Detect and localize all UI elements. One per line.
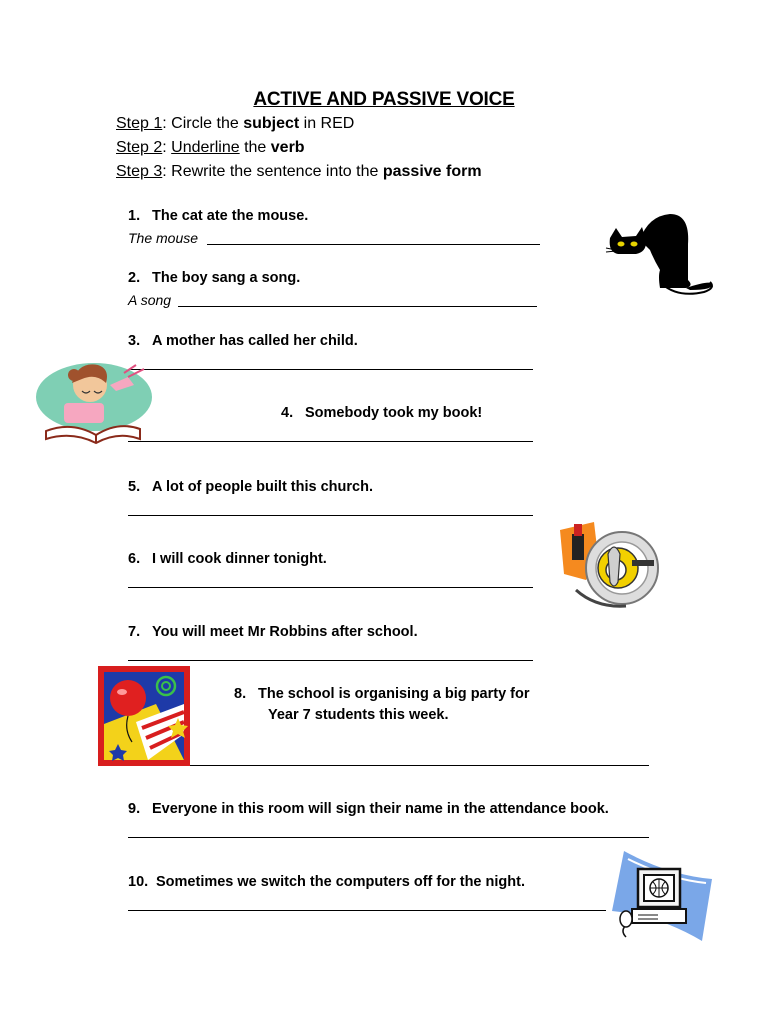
- step-1-text: : Circle the: [162, 115, 244, 132]
- question-number: 1.: [128, 208, 141, 224]
- question-number: 5.: [128, 479, 141, 495]
- question-8: [234, 686, 530, 702]
- question-10: [128, 874, 525, 890]
- answer-line-5[interactable]: [128, 515, 533, 516]
- step-1-text-end: in RED: [299, 115, 355, 132]
- step-2-sep: :: [162, 139, 172, 156]
- question-3: [128, 333, 358, 349]
- question-number: 9.: [128, 801, 141, 817]
- answer-line-1[interactable]: [207, 244, 540, 245]
- question-number: 7.: [128, 624, 141, 640]
- step-2: [116, 139, 305, 157]
- question-number: 10.: [128, 874, 149, 890]
- answer-line-10[interactable]: [128, 910, 606, 911]
- step-2-text: the: [239, 139, 271, 156]
- step-1-label: Step 1: [116, 115, 163, 132]
- step-3-bold: passive form: [382, 163, 482, 180]
- question-text: A mother has called her child.: [152, 333, 358, 349]
- question-9: [128, 801, 609, 817]
- question-text: Somebody took my book!: [305, 405, 483, 421]
- question-text: I will cook dinner tonight.: [152, 551, 327, 567]
- girl-reading-icon: [36, 355, 156, 445]
- question-7: [128, 624, 418, 640]
- question-2: [128, 270, 300, 286]
- dinner-plate-icon: [556, 520, 666, 615]
- answer-line-7[interactable]: [128, 660, 533, 661]
- step-1: [116, 115, 354, 133]
- answer-hint-1: The mouse: [128, 230, 199, 246]
- step-1-bold: subject: [243, 115, 300, 132]
- question-1: [128, 208, 308, 224]
- question-text: The school is organising a big party for: [258, 686, 530, 702]
- question-number: 6.: [128, 551, 141, 567]
- question-text: Everyone in this room will sign their name in the attendance book.: [152, 801, 609, 817]
- answer-line-2[interactable]: [178, 306, 537, 307]
- answer-line-3[interactable]: [128, 369, 533, 370]
- cat-icon: [600, 210, 720, 300]
- step-3-text: : Rewrite the sentence into the: [162, 163, 383, 180]
- answer-line-9[interactable]: [128, 837, 649, 838]
- question-number: 3.: [128, 333, 141, 349]
- question-5: [128, 479, 373, 495]
- question-4: [281, 405, 482, 421]
- question-text: The cat ate the mouse.: [152, 208, 309, 224]
- step-2-label: Step 2: [116, 139, 163, 156]
- question-text: A lot of people built this church.: [152, 479, 373, 495]
- question-number: 8.: [234, 686, 247, 702]
- step-2-underlined: Underline: [171, 139, 240, 156]
- page-title: ACTIVE AND PASSIVE VOICE: [253, 89, 515, 110]
- step-2-bold: verb: [270, 139, 305, 156]
- step-3: [116, 163, 482, 181]
- party-balloon-icon: [96, 664, 192, 768]
- question-text: Sometimes we switch the computers off for the night.: [156, 874, 525, 890]
- question-8-continued: Year 7 students this week.: [268, 707, 449, 723]
- question-6: [128, 551, 327, 567]
- answer-line-6[interactable]: [128, 587, 533, 588]
- answer-line-8[interactable]: [188, 765, 649, 766]
- step-3-label: Step 3: [116, 163, 163, 180]
- question-number: 4.: [281, 405, 294, 421]
- answer-hint-2: A song: [128, 292, 172, 308]
- answer-line-4[interactable]: [128, 441, 533, 442]
- computer-icon: [598, 845, 718, 945]
- question-number: 2.: [128, 270, 141, 286]
- question-text: The boy sang a song.: [152, 270, 301, 286]
- question-text: You will meet Mr Robbins after school.: [152, 624, 418, 640]
